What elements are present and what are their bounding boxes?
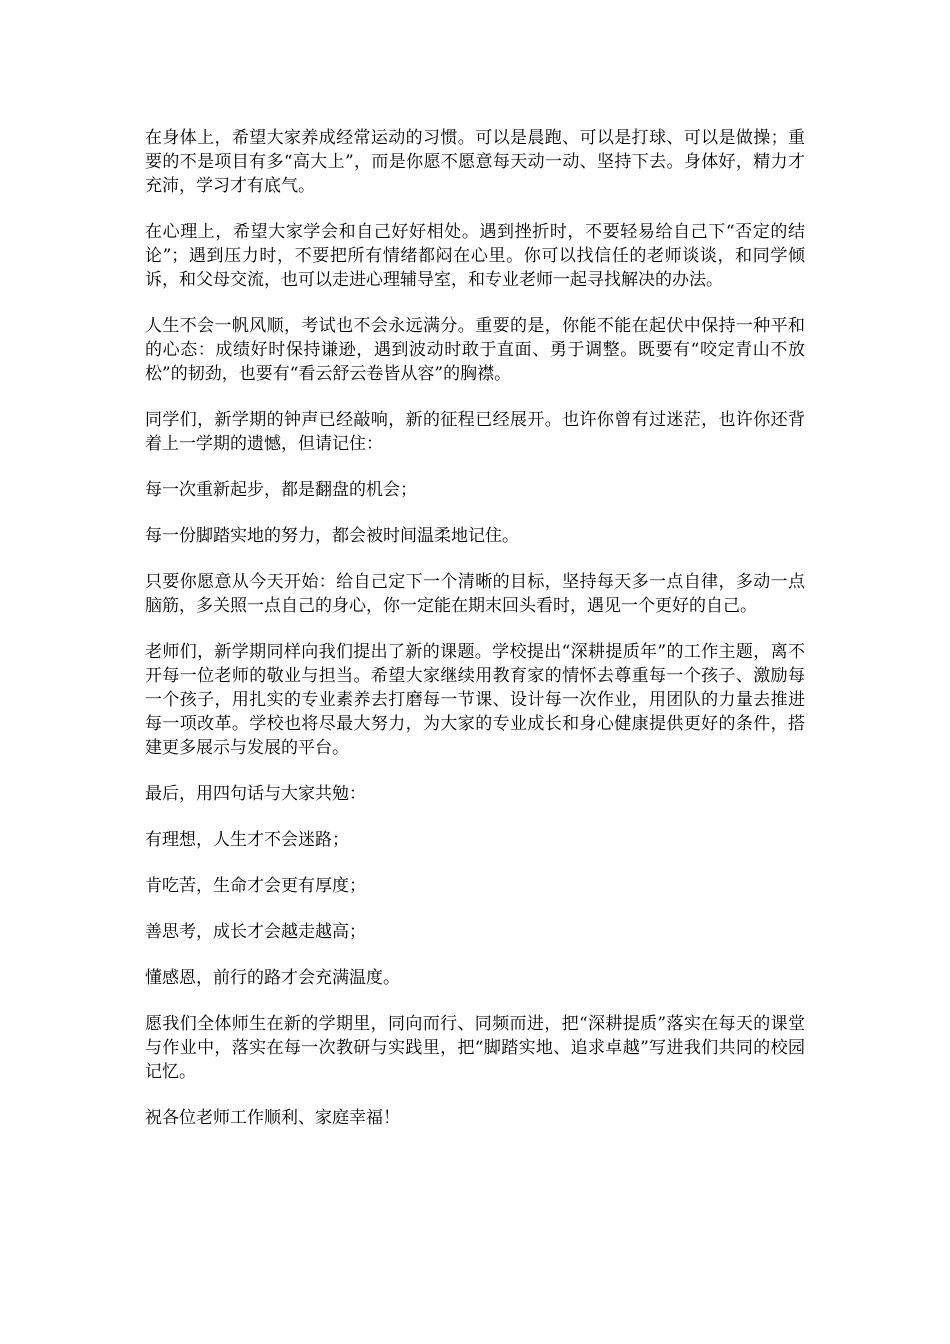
paragraph-motto-3: 善思考，成长才会越走越高； — [145, 922, 366, 942]
paragraph-effort: 每一份脚踏实地的努力，都会被时间温柔地记住。 — [145, 526, 519, 546]
paragraph-motto-2: 肯吃苦，生命才会更有厚度； — [145, 876, 366, 896]
paragraph-mental-health: 在心理上，希望大家学会和自己好好相处。遇到挫折时，不要轻易给自己下“否定的结论”；遇到压力时，不要把所有情绪都闷在心里。你可以找信任的老师谈谈，和同学倾诉，和父母交流，也可以走进心理辅导室，和专业老师一起寻找解决的办法。 — [145, 222, 805, 290]
paragraph-motto-4: 懂感恩，前行的路才会充满温度。 — [145, 968, 400, 988]
paragraph-mindset: 人生不会一帆风顺，考试也不会永远满分。重要的是，你能不能在起伏中保持一种平和的心态：成绩好时保持谦逊，遇到波动时敢于直面、勇于调整。既要有“咬定青山不放松”的韧劲，也要有“看云舒云卷皆从容”的胸襟。 — [145, 316, 805, 384]
paragraph-wish: 愿我们全体师生在新的学期里，同向而行、同频而进，把“深耕提质”落实在每天的课堂与作业中，落实在每一次教研与实践里，把“脚踏实地、追求卓越”写进我们共同的校园记忆。 — [145, 1014, 805, 1082]
paragraph-start-today: 只要你愿意从今天开始：给自己定下一个清晰的目标，坚持每天多一点自律，多动一点脑筋，多关照一点自己的身心，你一定能在期末回头看时，遇见一个更好的自己。 — [145, 572, 805, 616]
paragraph-teachers: 老师们，新学期同样向我们提出了新的课题。学校提出“深耕提质年”的工作主题，离不开每一位老师的敬业与担当。希望大家继续用教育家的情怀去尊重每一个孩子、激励每一个孩子，用扎实的专业素养去打磨每一节课、设计每一次作业，用团队的力量去推进每一项改革。学校也将尽最大努力，为大家的专业成长和身心健康提供更好的条件，搭建更多展示与发展的平台。 — [145, 642, 805, 758]
paragraph-motto-1: 有理想，人生才不会迷路； — [145, 830, 349, 850]
document-page — [145, 126, 805, 1152]
paragraph-new-semester: 同学们，新学期的钟声已经敲响，新的征程已经展开。也许你曾有过迷茫，也许你还背着上一学期的遗憾，但请记住： — [145, 410, 805, 454]
paragraph-physical-health: 在身体上，希望大家养成经常运动的习惯。可以是晨跑、可以是打球、可以是做操；重要的不是项目有多“高大上”，而是你愿不愿意每天动一动、坚持下去。身体好，精力才充沛，学习才有底气。 — [145, 128, 805, 196]
paragraph-fresh-start: 每一次重新起步，都是翻盘的机会； — [145, 480, 417, 500]
paragraph-blessing: 祝各位老师工作顺利、家庭幸福！ — [145, 1108, 400, 1128]
paragraph-closing-intro: 最后，用四句话与大家共勉： — [145, 784, 366, 804]
